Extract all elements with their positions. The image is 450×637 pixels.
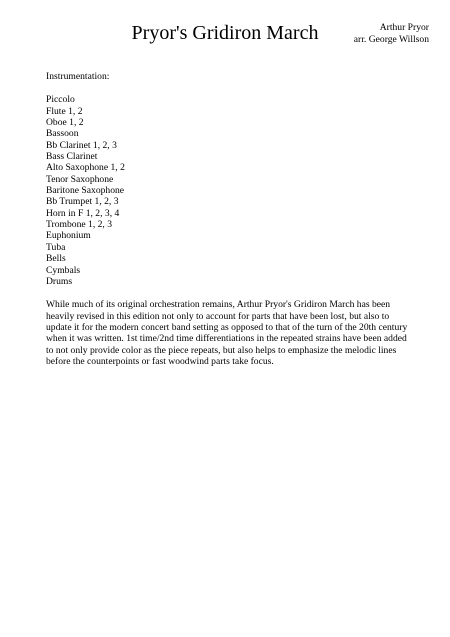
- instrument-item: Bb Clarinet 1, 2, 3: [46, 139, 117, 151]
- page-title: Pryor's Gridiron March: [131, 22, 319, 44]
- arranger-credit: arr. George Willson: [353, 33, 429, 45]
- instrument-item: Drums: [46, 275, 73, 287]
- instrument-item: Bass Clarinet: [46, 151, 98, 163]
- instrument-item: Alto Saxophone 1, 2: [46, 162, 125, 174]
- program-notes-paragraph: While much of its original orchestration remains, Arthur Pryor's Gridiron March has been heavily revised in this edition not only to account for parts that have been lost, but also to update it for the modern concert band setting as opposed to that of the turn of the 20th century when it was written. 1st time/2nd time differentiations in the repeated strains have been added to not only provide color as the piece repeats, but also helps to emphasize the melodic lines before the counterpoints or fast woodwind parts take focus.: [46, 299, 408, 368]
- instrument-item: Tenor Saxophone: [46, 173, 114, 185]
- instrument-item: Bb Trumpet 1, 2, 3: [46, 196, 119, 208]
- instrument-item: Cymbals: [46, 264, 81, 276]
- instrument-list: [46, 94, 411, 287]
- spacer: [46, 82, 411, 94]
- instrument-item: Oboe 1, 2: [46, 117, 84, 129]
- instrument-item: Bells: [46, 253, 66, 265]
- instrument-item: Baritone Saxophone: [46, 185, 125, 197]
- instrument-item: Horn in F 1, 2, 3, 4: [46, 207, 120, 219]
- document-body: [46, 71, 411, 368]
- instrument-item: Flute 1, 2: [46, 105, 83, 117]
- instrument-item: Euphonium: [46, 230, 91, 242]
- instrument-item: Tuba: [46, 241, 66, 253]
- instrument-item: Piccolo: [46, 94, 75, 106]
- credits-block: [354, 22, 429, 45]
- instrument-item: Bassoon: [46, 128, 79, 140]
- composer-credit: Arthur Pryor: [379, 22, 429, 33]
- instrumentation-heading: Instrumentation:: [46, 71, 110, 82]
- instrument-item: Trombone 1, 2, 3: [46, 219, 113, 231]
